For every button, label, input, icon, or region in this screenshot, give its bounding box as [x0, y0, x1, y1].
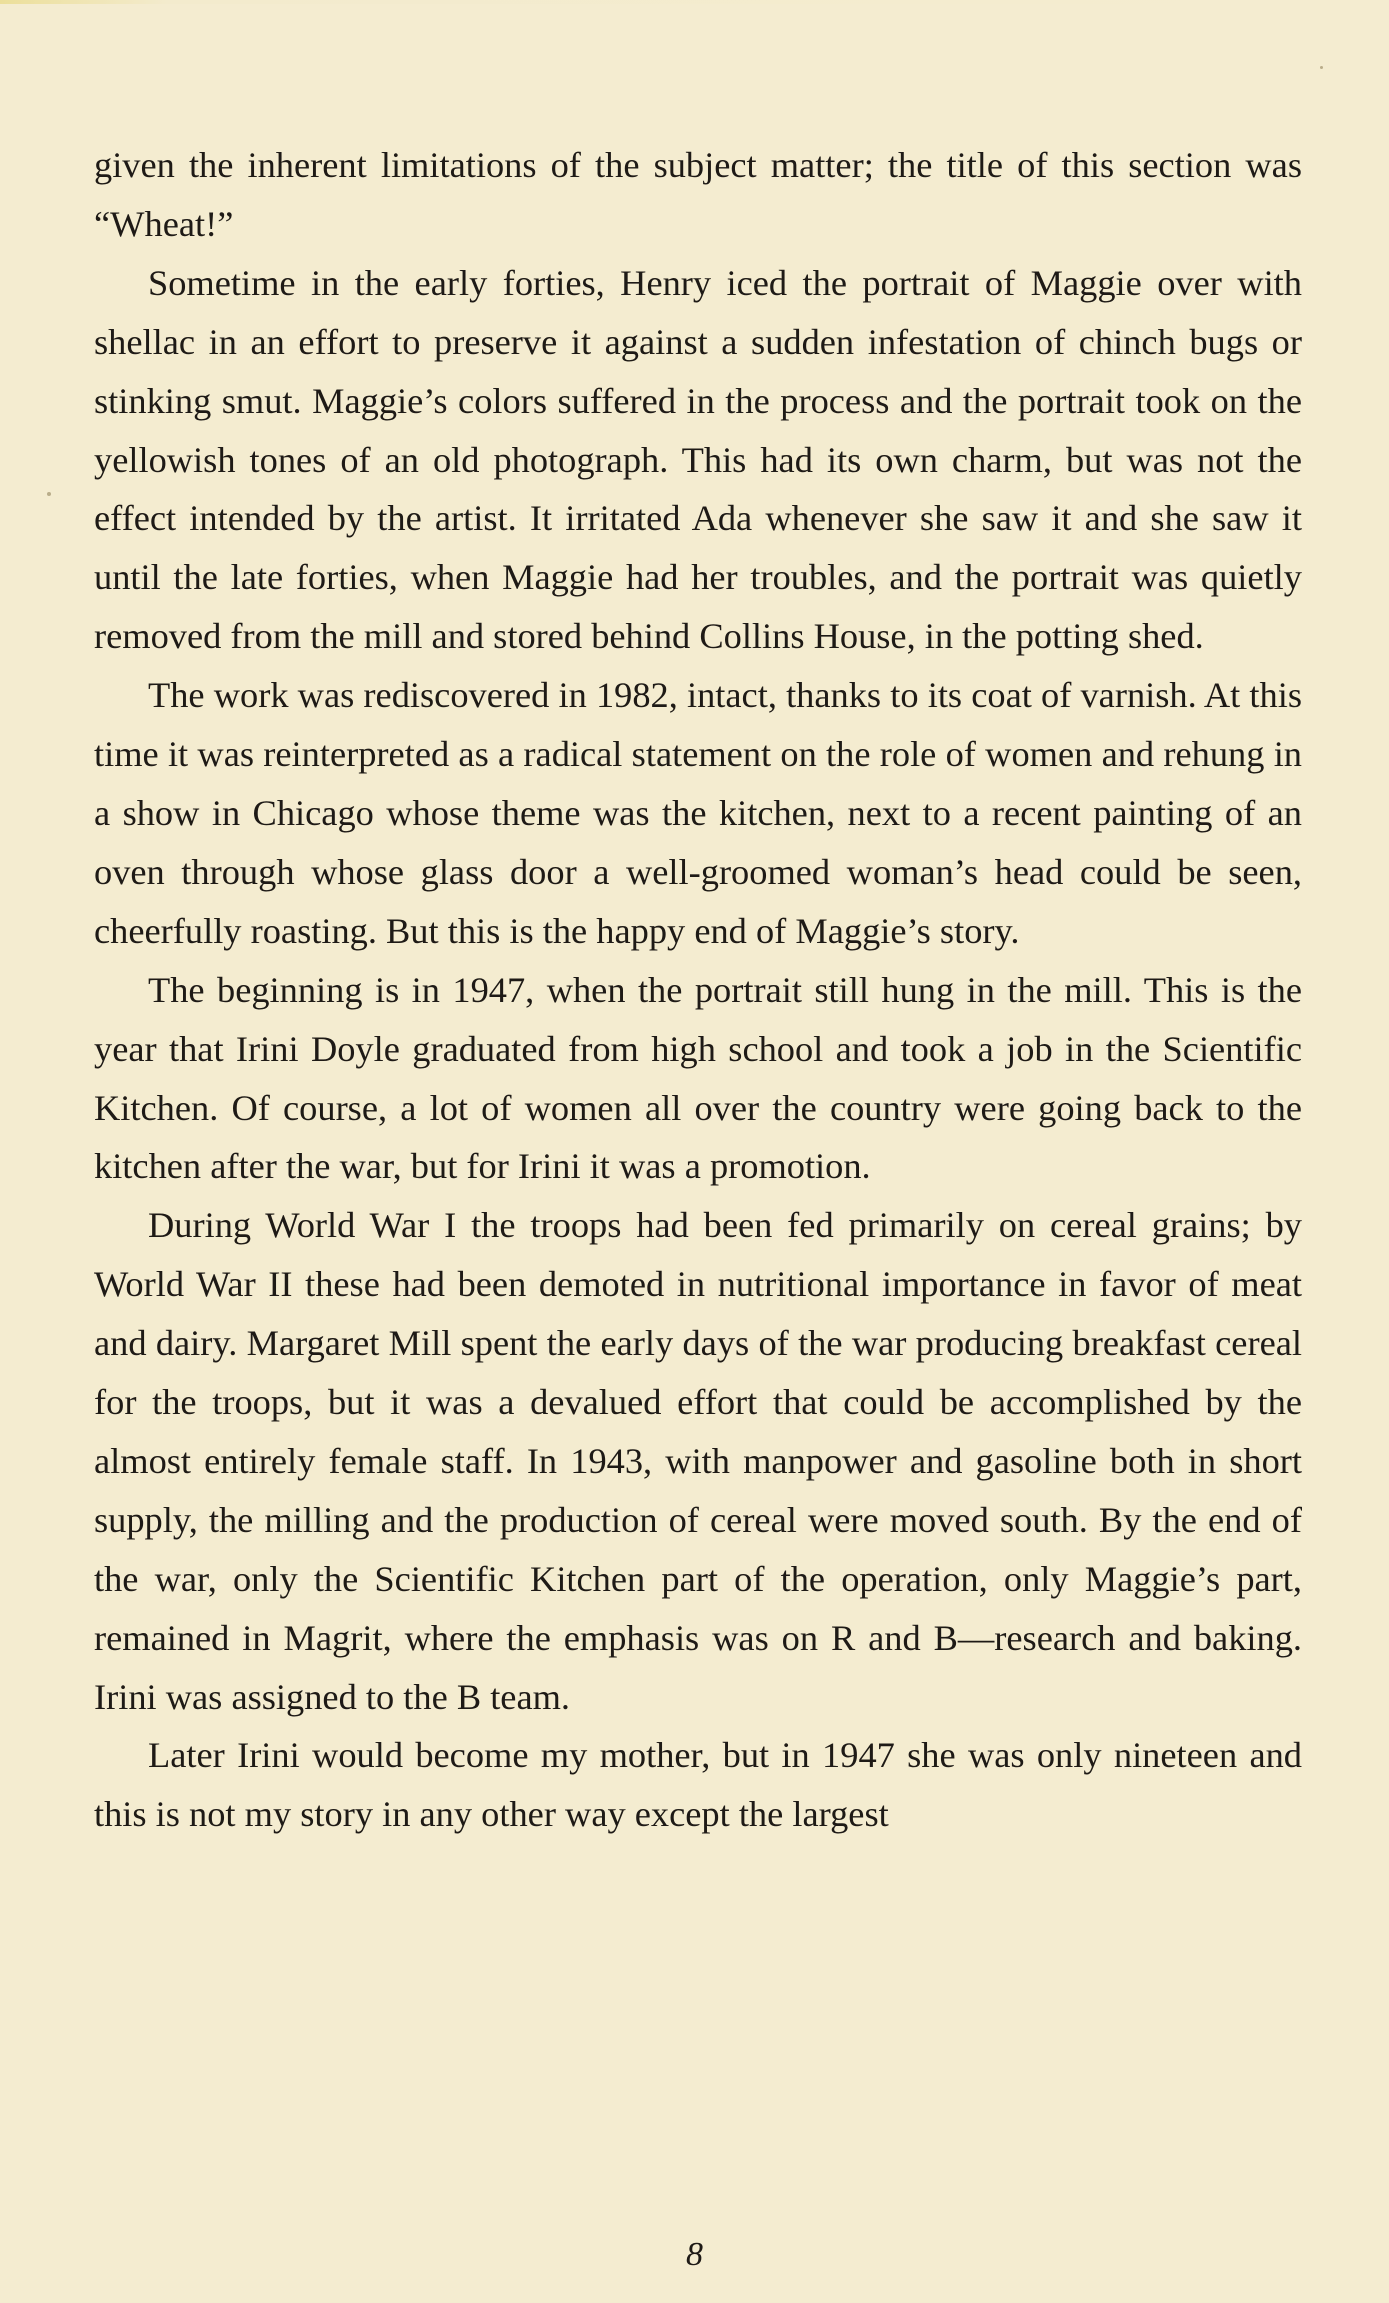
page-top-edge — [0, 0, 1389, 4]
paragraph: Later Irini would become my mother, but in 1947 she was only nineteen and this is not my story in any other way except the largest — [94, 1735, 1302, 1835]
paper-speck — [47, 492, 51, 496]
paragraph: The work was rediscovered in 1982, intact, thanks to its coat of varnish. At this time it was reinterpreted as a radical statement on the role of women and rehung in a show in Chicago whose theme was the kitchen, next to a recent painting of an oven through whose glass door a well-groomed woman’s head could be seen, cheerfully roasting. But this is the happy end of Maggie’s story. — [94, 675, 1302, 951]
paragraph: The beginning is in 1947, when the portrait still hung in the mill. This is the year that Irini Doyle graduated from high school and took a job in the Scientific Kitchen. Of course, a lot of women all over the country were going back to the kitchen after the war, but for Irini it was a promotion. — [94, 969, 1302, 1187]
page-number: 8 — [686, 2236, 703, 2273]
body-text — [94, 136, 1302, 1844]
paragraph: During World War I the troops had been fed primarily on cereal grains; by World War II these had been demoted in nutritional importance in favor of meat and dairy. Margaret Mill spent the early days of the war producing breakfast cereal for the troops, but it was a devalued effort that could be accomplished by the almost entirely female staff. In 1943, with manpower and gasoline both in short supply, the milling and the production of cereal were moved south. By the end of the war, only the Scientific Kitchen part of the operation, only Maggie’s part, remained in Magrit, where the emphasis was on R and B—research and baking. Irini was assigned to the B team. — [94, 1205, 1302, 1717]
paragraph: Sometime in the early forties, Henry iced the portrait of Maggie over with shellac in an effort to preserve it against a sudden infestation of chinch bugs or stinking smut. Maggie’s colors suffered in the process and the portrait took on the yellowish tones of an old photograph. This had its own charm, but was not the effect intended by the artist. It irritated Ada whenever she saw it and she saw it until the late forties, when Maggie had her troubles, and the portrait was quietly removed from the mill and stored behind Collins House, in the potting shed. — [94, 262, 1302, 657]
paper-speck — [1320, 66, 1323, 69]
paragraph: given the inherent limitations of the subject matter; the title of this section was “Wheat!” — [94, 145, 1302, 244]
